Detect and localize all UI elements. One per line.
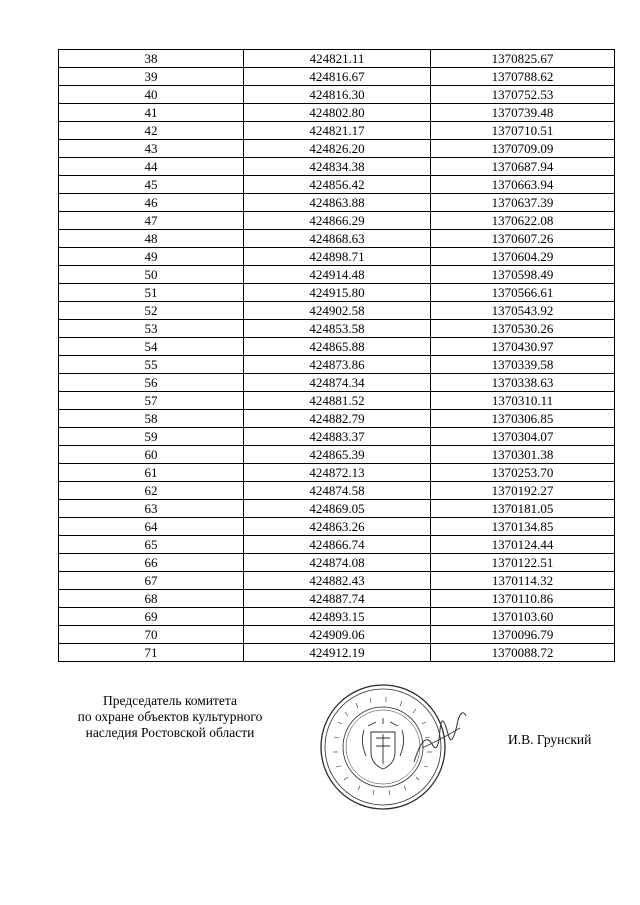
point-number-cell: 66 — [59, 554, 244, 572]
table-row — [59, 176, 615, 194]
x-coordinate-cell: 424883.37 — [244, 428, 431, 446]
x-coordinate-cell: 424915.80 — [244, 284, 431, 302]
table-row — [59, 644, 615, 662]
table-row — [59, 302, 615, 320]
x-coordinate-cell: 424874.08 — [244, 554, 431, 572]
y-coordinate-cell: 1370103.60 — [431, 608, 615, 626]
point-number-cell: 55 — [59, 356, 244, 374]
signatory-title-line-3: наследия Ростовской области — [85, 725, 255, 740]
table-row — [59, 248, 615, 266]
point-number-cell: 53 — [59, 320, 244, 338]
table-row — [59, 608, 615, 626]
x-coordinate-cell: 424863.26 — [244, 518, 431, 536]
point-number-cell: 50 — [59, 266, 244, 284]
y-coordinate-cell: 1370310.11 — [431, 392, 615, 410]
table-row — [59, 554, 615, 572]
table-row — [59, 392, 615, 410]
table-row — [59, 194, 615, 212]
y-coordinate-cell: 1370339.58 — [431, 356, 615, 374]
x-coordinate-cell: 424882.79 — [244, 410, 431, 428]
x-coordinate-cell: 424887.74 — [244, 590, 431, 608]
x-coordinate-cell: 424872.13 — [244, 464, 431, 482]
x-coordinate-cell: 424902.58 — [244, 302, 431, 320]
table-row — [59, 500, 615, 518]
table-row — [59, 86, 615, 104]
y-coordinate-cell: 1370110.86 — [431, 590, 615, 608]
table-row — [59, 464, 615, 482]
y-coordinate-cell: 1370338.63 — [431, 374, 615, 392]
x-coordinate-cell: 424816.67 — [244, 68, 431, 86]
point-number-cell: 41 — [59, 104, 244, 122]
point-number-cell: 40 — [59, 86, 244, 104]
point-number-cell: 42 — [59, 122, 244, 140]
point-number-cell: 68 — [59, 590, 244, 608]
y-coordinate-cell: 1370301.38 — [431, 446, 615, 464]
x-coordinate-cell: 424816.30 — [244, 86, 431, 104]
point-number-cell: 52 — [59, 302, 244, 320]
table-row — [59, 140, 615, 158]
table-row — [59, 410, 615, 428]
table-row — [59, 446, 615, 464]
x-coordinate-cell: 424874.58 — [244, 482, 431, 500]
point-number-cell: 49 — [59, 248, 244, 266]
y-coordinate-cell: 1370622.08 — [431, 212, 615, 230]
table-row — [59, 518, 615, 536]
table-row — [59, 572, 615, 590]
table-row — [59, 356, 615, 374]
y-coordinate-cell: 1370253.70 — [431, 464, 615, 482]
y-coordinate-cell: 1370088.72 — [431, 644, 615, 662]
point-number-cell: 46 — [59, 194, 244, 212]
table-row — [59, 158, 615, 176]
table-row — [59, 284, 615, 302]
table-row — [59, 50, 615, 68]
y-coordinate-cell: 1370788.62 — [431, 68, 615, 86]
x-coordinate-cell: 424874.34 — [244, 374, 431, 392]
y-coordinate-cell: 1370304.07 — [431, 428, 615, 446]
table-row — [59, 338, 615, 356]
x-coordinate-cell: 424826.20 — [244, 140, 431, 158]
table-row — [59, 536, 615, 554]
x-coordinate-cell: 424866.29 — [244, 212, 431, 230]
y-coordinate-cell: 1370739.48 — [431, 104, 615, 122]
table-row — [59, 122, 615, 140]
y-coordinate-cell: 1370134.85 — [431, 518, 615, 536]
table-row — [59, 104, 615, 122]
x-coordinate-cell: 424865.39 — [244, 446, 431, 464]
point-number-cell: 51 — [59, 284, 244, 302]
point-number-cell: 38 — [59, 50, 244, 68]
y-coordinate-cell: 1370181.05 — [431, 500, 615, 518]
x-coordinate-cell: 424853.58 — [244, 320, 431, 338]
y-coordinate-cell: 1370543.92 — [431, 302, 615, 320]
point-number-cell: 44 — [59, 158, 244, 176]
signatory-title — [50, 693, 290, 741]
x-coordinate-cell: 424909.06 — [244, 626, 431, 644]
x-coordinate-cell: 424898.71 — [244, 248, 431, 266]
y-coordinate-cell: 1370710.51 — [431, 122, 615, 140]
x-coordinate-cell: 424866.74 — [244, 536, 431, 554]
signatory-title-line-1: Председатель комитета — [103, 693, 237, 708]
point-number-cell: 61 — [59, 464, 244, 482]
table-row — [59, 482, 615, 500]
point-number-cell: 48 — [59, 230, 244, 248]
x-coordinate-cell: 424914.48 — [244, 266, 431, 284]
y-coordinate-cell: 1370566.61 — [431, 284, 615, 302]
x-coordinate-cell: 424856.42 — [244, 176, 431, 194]
x-coordinate-cell: 424821.11 — [244, 50, 431, 68]
seal-emblem — [362, 718, 403, 769]
y-coordinate-cell: 1370825.67 — [431, 50, 615, 68]
y-coordinate-cell: 1370663.94 — [431, 176, 615, 194]
signatory-name: И.В. Грунский — [508, 732, 592, 747]
point-number-cell: 56 — [59, 374, 244, 392]
point-number-cell: 39 — [59, 68, 244, 86]
table-row — [59, 590, 615, 608]
point-number-cell: 70 — [59, 626, 244, 644]
y-coordinate-cell: 1370752.53 — [431, 86, 615, 104]
point-number-cell: 64 — [59, 518, 244, 536]
y-coordinate-cell: 1370709.09 — [431, 140, 615, 158]
y-coordinate-cell: 1370687.94 — [431, 158, 615, 176]
point-number-cell: 47 — [59, 212, 244, 230]
x-coordinate-cell: 424869.05 — [244, 500, 431, 518]
table-row — [59, 266, 615, 284]
point-number-cell: 54 — [59, 338, 244, 356]
y-coordinate-cell: 1370637.39 — [431, 194, 615, 212]
y-coordinate-cell: 1370430.97 — [431, 338, 615, 356]
x-coordinate-cell: 424863.88 — [244, 194, 431, 212]
point-number-cell: 45 — [59, 176, 244, 194]
point-number-cell: 71 — [59, 644, 244, 662]
y-coordinate-cell: 1370192.27 — [431, 482, 615, 500]
x-coordinate-cell: 424868.63 — [244, 230, 431, 248]
table-row — [59, 212, 615, 230]
coordinates-table-body — [59, 50, 615, 662]
signatory-title-line-2: по охране объектов культурного — [77, 709, 263, 724]
point-number-cell: 57 — [59, 392, 244, 410]
point-number-cell: 59 — [59, 428, 244, 446]
x-coordinate-cell: 424821.17 — [244, 122, 431, 140]
y-coordinate-cell: 1370124.44 — [431, 536, 615, 554]
y-coordinate-cell: 1370607.26 — [431, 230, 615, 248]
handwritten-signature — [410, 700, 470, 770]
point-number-cell: 43 — [59, 140, 244, 158]
point-number-cell: 69 — [59, 608, 244, 626]
point-number-cell: 58 — [59, 410, 244, 428]
y-coordinate-cell: 1370096.79 — [431, 626, 615, 644]
coordinates-table — [58, 49, 615, 662]
table-row — [59, 320, 615, 338]
x-coordinate-cell: 424802.80 — [244, 104, 431, 122]
point-number-cell: 65 — [59, 536, 244, 554]
x-coordinate-cell: 424881.52 — [244, 392, 431, 410]
table-row — [59, 428, 615, 446]
x-coordinate-cell: 424882.43 — [244, 572, 431, 590]
x-coordinate-cell: 424865.88 — [244, 338, 431, 356]
y-coordinate-cell: 1370122.51 — [431, 554, 615, 572]
x-coordinate-cell: 424912.19 — [244, 644, 431, 662]
table-row — [59, 626, 615, 644]
y-coordinate-cell: 1370598.49 — [431, 266, 615, 284]
x-coordinate-cell: 424873.86 — [244, 356, 431, 374]
point-number-cell: 62 — [59, 482, 244, 500]
point-number-cell: 60 — [59, 446, 244, 464]
x-coordinate-cell: 424893.15 — [244, 608, 431, 626]
point-number-cell: 67 — [59, 572, 244, 590]
table-row — [59, 68, 615, 86]
point-number-cell: 63 — [59, 500, 244, 518]
y-coordinate-cell: 1370306.85 — [431, 410, 615, 428]
y-coordinate-cell: 1370114.32 — [431, 572, 615, 590]
y-coordinate-cell: 1370530.26 — [431, 320, 615, 338]
table-row — [59, 374, 615, 392]
y-coordinate-cell: 1370604.29 — [431, 248, 615, 266]
x-coordinate-cell: 424834.38 — [244, 158, 431, 176]
table-row — [59, 230, 615, 248]
